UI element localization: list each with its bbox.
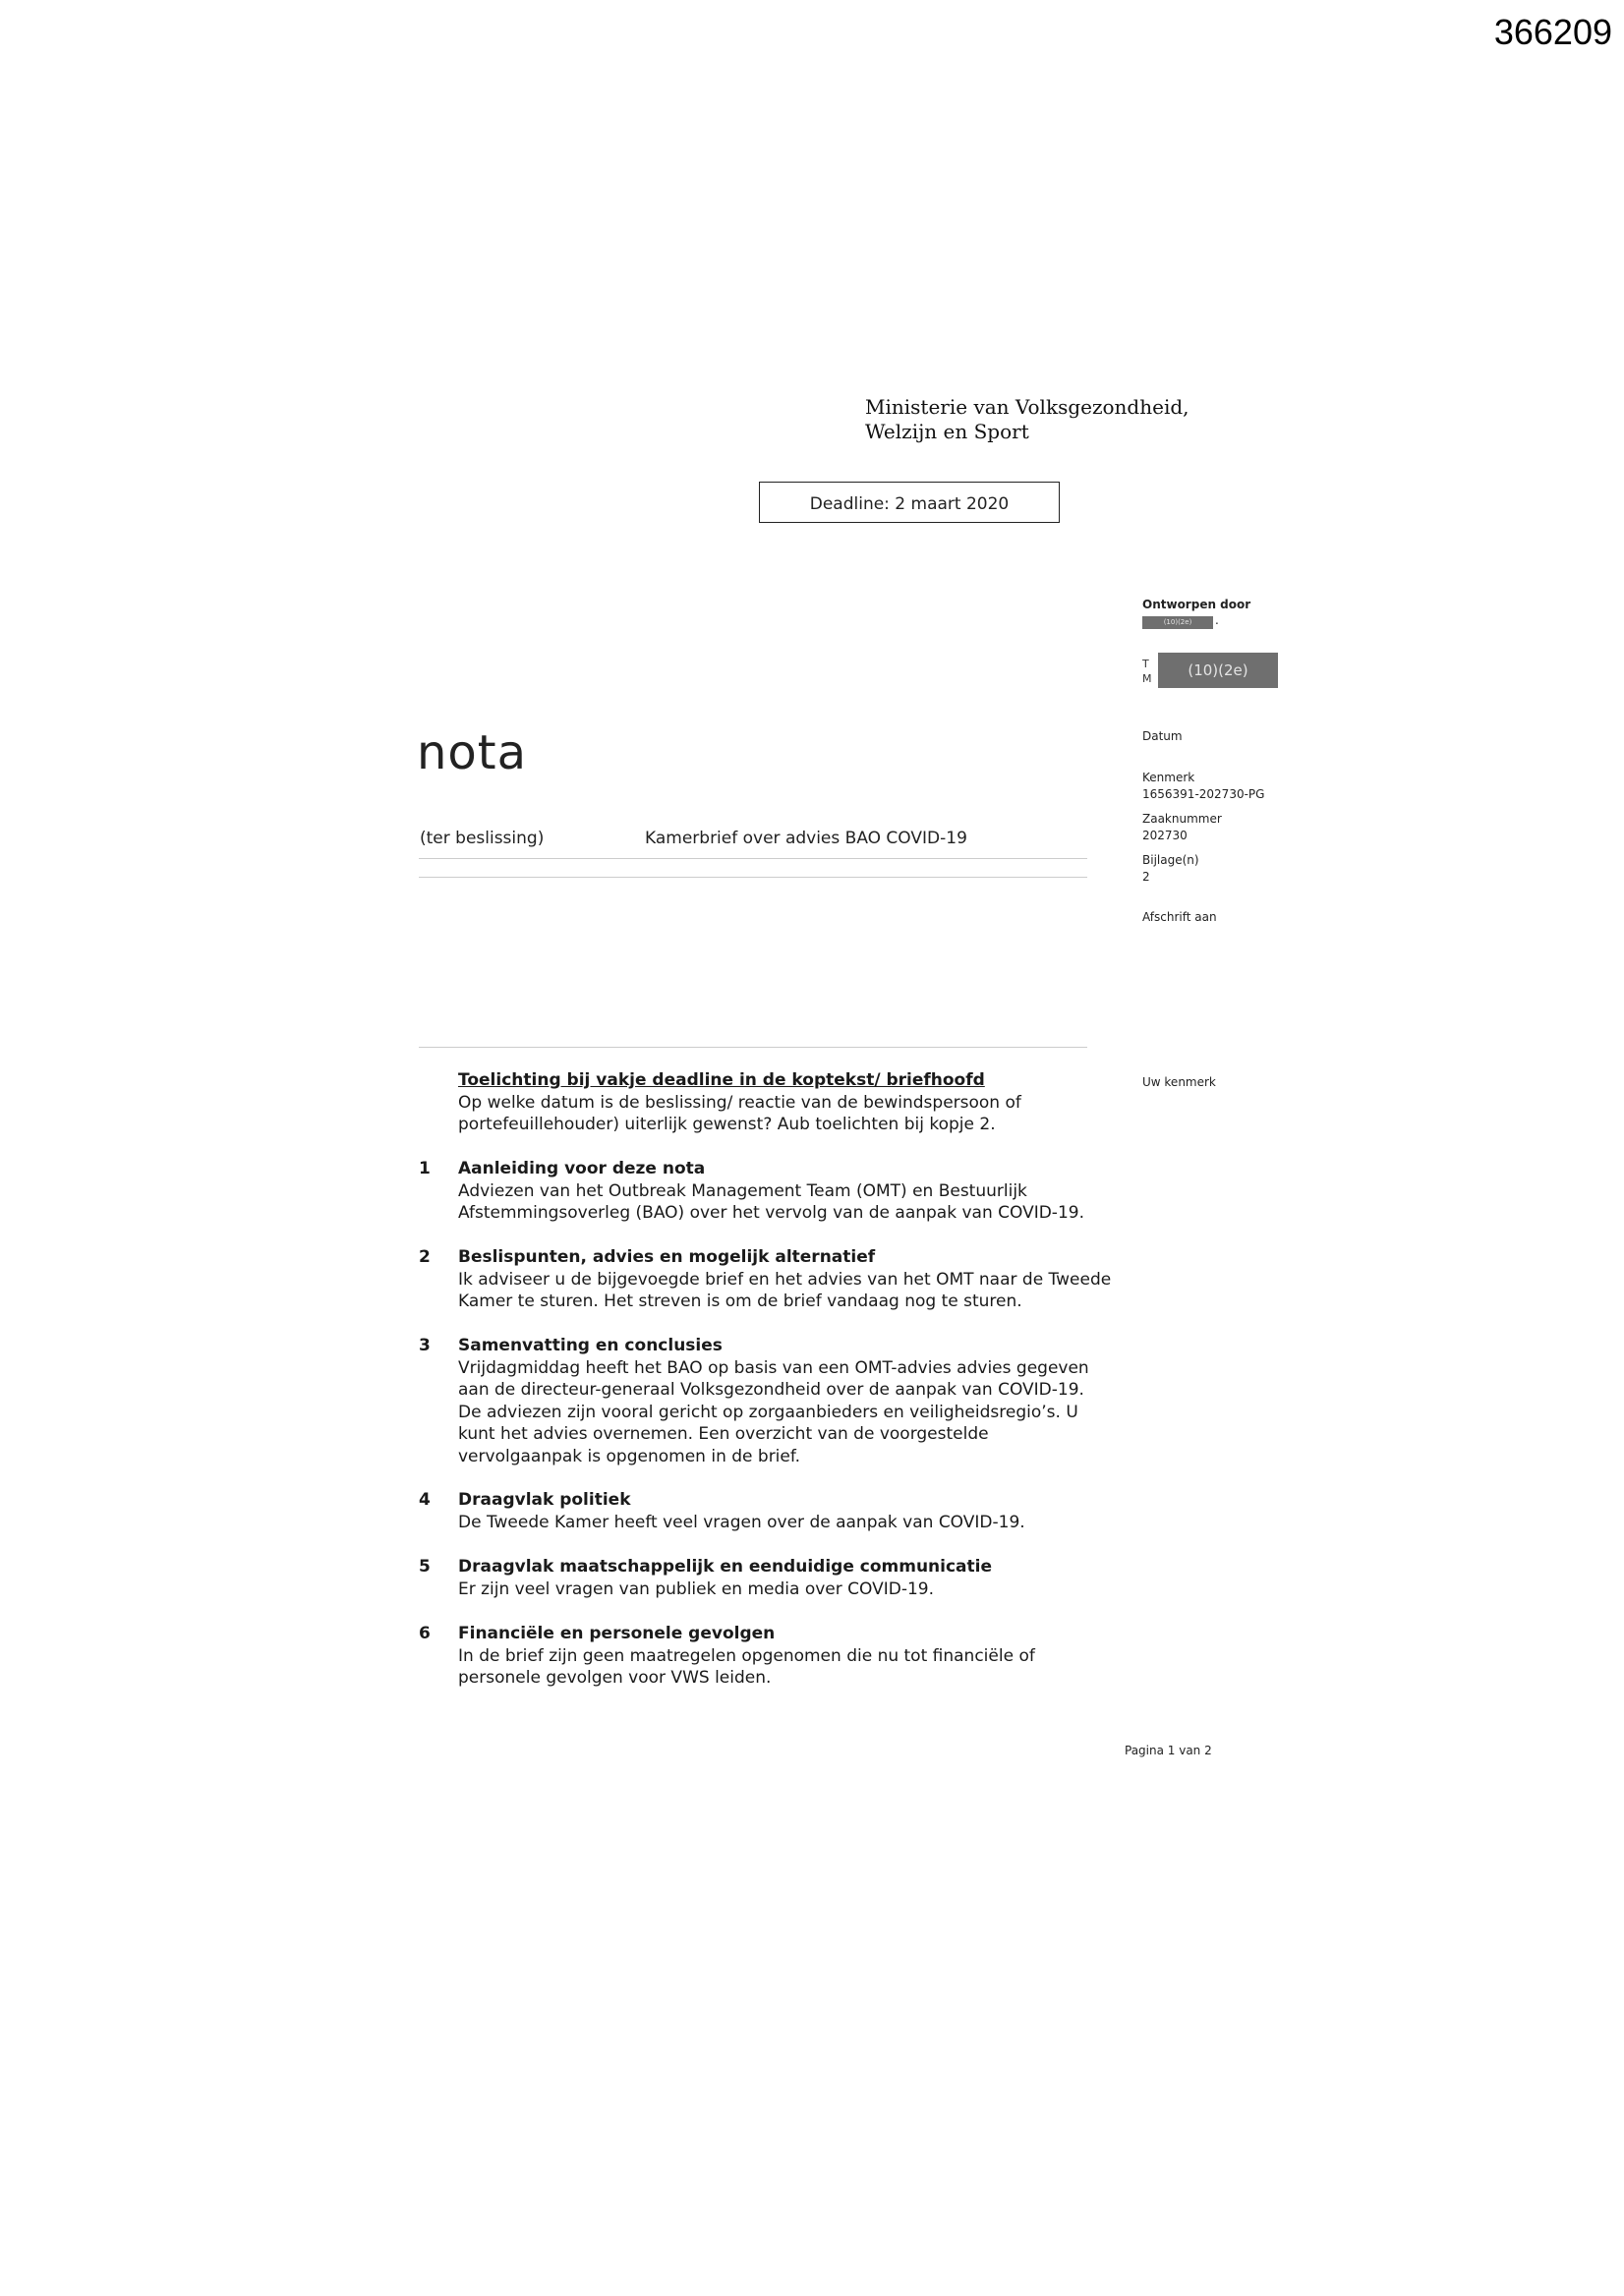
ministry-logo-text: [865, 395, 1189, 444]
explanation-line-1: Op welke datum is de beslissing/ reactie van de bewindspersoon of: [458, 1092, 1021, 1113]
doc-type-title: nota: [417, 725, 528, 780]
explanation-title: Toelichting bij vakje deadline in de koptekst/ briefhoofd: [458, 1070, 985, 1090]
subject-status: (ter beslissing): [420, 829, 545, 848]
kenmerk-value: 1656391-202730-PG: [1142, 787, 1265, 801]
section-samenvatting: [458, 1335, 1127, 1467]
subject-rule-1: [419, 858, 1087, 859]
section-line: Adviezen van het Outbreak Management Team (OMT) en Bestuurlijk: [458, 1180, 1027, 1201]
section-line: De adviezen zijn vooral gericht op zorgaanbieders en veiligheidsregio’s. U: [458, 1402, 1078, 1422]
bijlagen-value: 2: [1142, 870, 1150, 884]
ontworpen-door-label: Ontworpen door: [1142, 598, 1251, 611]
kenmerk-label: Kenmerk: [1142, 771, 1195, 784]
zaaknummer-label: Zaaknummer: [1142, 812, 1222, 826]
tm-m: M: [1142, 672, 1152, 685]
ministry-line-2: Welzijn en Sport: [865, 420, 1029, 443]
tm-labels: [1142, 657, 1152, 686]
redacted-contact-box: (10)(2e): [1158, 653, 1278, 688]
section-number: 4: [419, 1490, 431, 1510]
section-draagvlak-politiek: [458, 1489, 1127, 1533]
redacted-name-small: (10)(2e): [1142, 616, 1213, 629]
tm-t: T: [1142, 658, 1149, 670]
section-number: 5: [419, 1557, 431, 1577]
section-line: kunt het advies overnemen. Een overzicht van de voorgestelde: [458, 1424, 989, 1444]
section-title: Financiële en personele gevolgen: [458, 1624, 776, 1643]
section-gevolgen: [458, 1623, 1127, 1690]
section-title: Samenvatting en conclusies: [458, 1336, 723, 1355]
section-line: Vrijdagmiddag heeft het BAO op basis van een OMT-advies advies gegeven: [458, 1357, 1089, 1378]
section-draagvlak-maatschappelijk: [458, 1556, 1127, 1600]
section-line: In de brief zijn geen maatregelen opgenomen die nu tot financiële of: [458, 1645, 1035, 1666]
subject-title: Kamerbrief over advies BAO COVID-19: [645, 829, 967, 848]
uw-kenmerk-label: Uw kenmerk: [1142, 1075, 1216, 1089]
section-line: aan de directeur-generaal Volksgezondheid over de aanpak van COVID-19.: [458, 1380, 1084, 1400]
section-line: De Tweede Kamer heeft veel vragen over de aanpak van COVID-19.: [458, 1512, 1025, 1532]
section-line: personele gevolgen voor VWS leiden.: [458, 1668, 772, 1688]
section-title: Draagvlak politiek: [458, 1490, 631, 1510]
ontworpen-door-suffix: .: [1215, 613, 1219, 627]
section-number: 2: [419, 1247, 431, 1267]
section-line: Ik adviseer u de bijgevoegde brief en het advies van het OMT naar de Tweede: [458, 1269, 1112, 1290]
deadline-explanation: [458, 1069, 1127, 1136]
section-title: Beslispunten, advies en mogelijk alternatief: [458, 1247, 876, 1267]
section-line: Er zijn veel vragen van publiek en media over COVID-19.: [458, 1578, 935, 1599]
bijlagen-label: Bijlage(n): [1142, 853, 1199, 867]
section-number: 3: [419, 1336, 431, 1355]
section-title: Aanleiding voor deze nota: [458, 1159, 706, 1178]
afschrift-label: Afschrift aan: [1142, 910, 1217, 924]
ministry-line-1: Ministerie van Volksgezondheid,: [865, 395, 1189, 419]
section-number: 6: [419, 1624, 431, 1643]
subject-rule-2: [419, 877, 1087, 878]
section-title: Draagvlak maatschappelijk en eenduidige communicatie: [458, 1557, 993, 1577]
datum-label: Datum: [1142, 729, 1183, 743]
section-aanleiding: [458, 1158, 1127, 1225]
document-number: 366209: [1493, 12, 1612, 52]
section-line: Afstemmingsoverleg (BAO) over het vervolg van de aanpak van COVID-19.: [458, 1203, 1084, 1223]
deadline-box: Deadline: 2 maart 2020: [759, 482, 1060, 523]
section-beslispunten: [458, 1246, 1127, 1313]
section-line: Kamer te sturen. Het streven is om de brief vandaag nog te sturen.: [458, 1292, 1022, 1311]
zaaknummer-value: 202730: [1142, 829, 1188, 842]
explanation-line-2: portefeuillehouder) uiterlijk gewenst? Aub toelichten bij kopje 2.: [458, 1115, 996, 1134]
section-line: vervolgaanpak is opgenomen in de brief.: [458, 1446, 801, 1466]
body-rule: [419, 1047, 1087, 1048]
page-number: Pagina 1 van 2: [1125, 1744, 1212, 1757]
section-number: 1: [419, 1159, 431, 1178]
